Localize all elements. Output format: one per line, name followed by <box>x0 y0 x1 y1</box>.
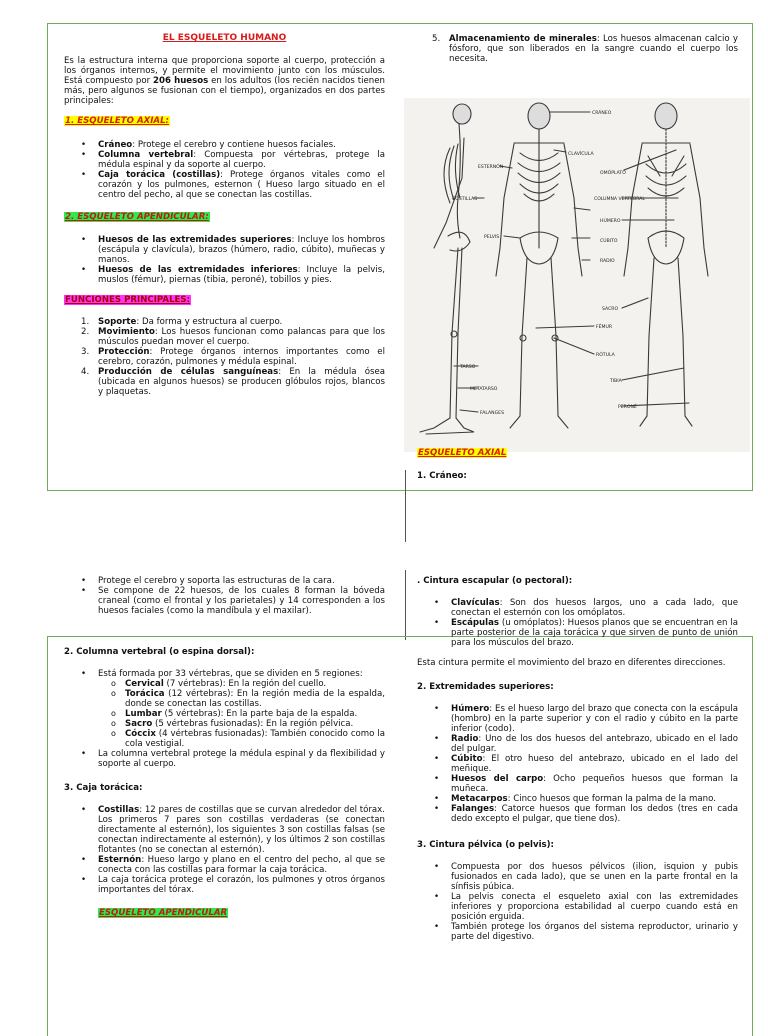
axial-heading: 1. ESQUELETO AXIAL: <box>65 116 169 126</box>
list-item: • Radio: Uno de los dos huesos del antebrazo, ubicado en el lado del pulgar. <box>451 734 738 754</box>
list-item: • Compuesta por dos huesos pélvicos (ilion, isquion y pubis fusionados en cada lado), que se unen en la parte frontal en la sínfisis púbica. <box>451 862 738 892</box>
list-item: o Cervical (7 vértebras): En la región del cuello. <box>125 679 385 689</box>
figure-label: ESTERNÓN <box>478 165 504 170</box>
figure-label: SACRO <box>602 307 619 312</box>
list-item: • Está formada por 33 vértebras, que se dividen en 5 regiones: o Cervical (7 vértebras): En la región del cuello. o Torácica (12 vértebras): En la región media de la espalda, donde se conectan las costillas. o Lumbar (5 vértebras): En la parte baja de la espalda. o Sacro (5 vértebras fusionadas): En la región pélvica. o Cóccix (4 vértebras fusionadas): También conocido como la cola vestigial. <box>98 669 385 749</box>
top-left-column <box>64 33 385 397</box>
list-item: 3. Protección: Protege órganos internos importantes como el cerebro, corazón, pulmones y médula espinal. <box>81 347 385 367</box>
craneo-list <box>64 576 385 616</box>
list-item: • Huesos de las extremidades inferiores: Incluye la pelvis, muslos (fémur), piernas (tibia, peroné), tobillos y pies. <box>98 265 385 285</box>
list-item: • Huesos del carpo: Ocho pequeños huesos que forman la muñeca. <box>451 774 738 794</box>
list-item: 2. Movimiento: Los huesos funcionan como palancas para que los músculos puedan mover el cuerpo. <box>81 327 385 347</box>
apendicular-heading-bottom: ESQUELETO APENDICULAR <box>99 908 228 918</box>
list-item: • Esternón: Hueso largo y plano en el centro del pecho, al que se conecta con las costillas para formar la caja torácica. <box>98 855 385 875</box>
page-title: EL ESQUELETO HUMANO <box>162 33 287 43</box>
figure-label: TIBIA <box>610 379 622 384</box>
figure-label: OMÓPLATO <box>600 171 626 176</box>
list-item: 4. Producción de células sanguíneas: En la médula ósea (ubicada en algunos huesos) se producen glóbulos rojos, blancos y plaquetas. <box>81 367 385 397</box>
list-item: o Cóccix (4 vértebras fusionadas): También conocido como la cola vestigial. <box>125 729 385 749</box>
list-item: • Cráneo: Protege el cerebro y contiene huesos faciales. <box>98 140 385 150</box>
figure-label: METATARSO <box>470 387 498 392</box>
figure-label: RADIO <box>600 259 615 264</box>
intro-paragraph: Es la estructura interna que proporciona soporte al cuerpo, protección a los órganos internos, y permite el movimiento junto con los músculos. Está compuesto por 206 huesos en los adultos (los recién nacidos tienen más, pero algunos se fusionan con el tiempo), organizados en dos partes principales: <box>64 56 385 106</box>
apendicular-list <box>64 235 385 285</box>
list-item: • Costillas: 12 pares de costillas que se curvan alrededor del tórax. Los primeros 7 pares son costillas verdaderas (se conectan directamente al esternón), los siguientes 3 son costillas falsas (se conectan indirectamente al esternón), y los últimos 2 son costillas flotantes (no se conectan al esternón). <box>98 805 385 855</box>
figure-label: COLUMNA VERTEBRAL <box>594 197 645 202</box>
center-divider-bottom <box>405 570 406 640</box>
list-item: 5. Almacenamiento de minerales: Los huesos almacenan calcio y fósforo, que son liberados en la sangre cuando el cuerpo los necesita. <box>432 34 738 64</box>
list-item: • Cúbito: El otro hueso del antebrazo, ubicado en el lado del meñique. <box>451 754 738 774</box>
funciones-heading: FUNCIONES PRINCIPALES: <box>65 295 191 305</box>
top-right-item-5 <box>432 34 738 64</box>
caja-heading: 3. Caja torácica: <box>64 783 143 793</box>
figure-label: PELVIS <box>484 235 500 240</box>
figure-label: CLAVÍCULA <box>568 152 594 157</box>
axial-heading-repeat: ESQUELETO AXIAL <box>418 448 507 458</box>
figure-label: RÓTULA <box>596 353 615 358</box>
extremidades-heading: 2. Extremidades superiores: <box>417 682 554 692</box>
cintura-list <box>417 598 738 648</box>
list-item: • Clavículas: Son dos huesos largos, uno a cada lado, que conectan el esternón con los omóplatos. <box>451 598 738 618</box>
list-item: o Torácica (12 vértebras): En la región media de la espalda, donde se conectan las costillas. <box>125 689 385 709</box>
list-item: • La columna vertebral protege la médula espinal y da flexibilidad y soporte al cuerpo. <box>98 749 385 769</box>
figure-label: FÉMUR <box>596 325 613 330</box>
list-item: • Se compone de 22 huesos, de los cuales 8 forman la bóveda craneal (como el frontal y los parietales) y 14 corresponden a los huesos faciales (como la mandíbula y el maxilar). <box>98 586 385 616</box>
skeleton-illustration <box>404 98 750 452</box>
funciones-list <box>64 317 385 397</box>
list-item: • Huesos de las extremidades superiores: Incluye los hombros (escápula y clavícula), brazos (húmero, radio, cúbito), muñecas y manos. <box>98 235 385 265</box>
list-item: • También protege los órganos del sistema reproductor, urinario y parte del digestivo. <box>451 922 738 942</box>
list-item: o Sacro (5 vértebras fusionadas): En la región pélvica. <box>125 719 385 729</box>
cintura-escapular-heading: . Cintura escapular (o pectoral): <box>417 576 573 586</box>
list-item: 1. Soporte: Da forma y estructura al cuerpo. <box>81 317 283 327</box>
extremidades-list <box>417 704 738 824</box>
list-item: • Protege el cerebro y soporta las estructuras de la cara. <box>98 576 385 586</box>
figure-label: CÚBITO <box>600 239 618 244</box>
pelvis-list <box>417 862 738 942</box>
list-item: • Escápulas (u omóplatos): Huesos planos que se encuentran en la parte posterior de la caja torácica y que sirven de punto de unión para los músculos del brazo. <box>451 618 738 648</box>
cintura-outro: Esta cintura permite el movimiento del brazo en diferentes direcciones. <box>417 658 726 668</box>
apendicular-heading: 2. ESQUELETO APENDICULAR: <box>65 212 209 222</box>
figure-label: PERONÉ <box>618 405 637 410</box>
list-item: o Lumbar (5 vértebras): En la parte baja de la espalda. <box>125 709 385 719</box>
regiones-list <box>98 679 385 749</box>
list-item: • Columna vertebral: Compuesta por vértebras, protege la médula espinal y da soporte al cuerpo. <box>98 150 385 170</box>
lateral-skeleton <box>420 104 474 434</box>
columna-heading: 2. Columna vertebral (o espina dorsal): <box>64 647 255 657</box>
list-item: • Metacarpos: Cinco huesos que forman la palma de la mano. <box>451 794 738 804</box>
craneo-list-wrap <box>64 576 385 616</box>
figure-label: HÚMERO <box>600 219 621 224</box>
list-item: • Caja torácica (costillas): Protege órganos vitales como el corazón y los pulmones, esternon ( Hueso largo situado en el centro del pecho, al que se conectan las costillas. <box>98 170 385 200</box>
columna-list <box>64 669 385 769</box>
list-item: • La caja torácica protege el corazón, los pulmones y otros órganos importantes del tórax. <box>98 875 385 895</box>
list-item: • Falanges: Catorce huesos que forman los dedos (tres en cada dedo excepto el pulgar, que tiene dos). <box>451 804 738 824</box>
center-divider-top <box>405 470 406 542</box>
axial-heading-repeat-wrap <box>417 448 507 458</box>
caja-list <box>64 805 385 895</box>
list-item: • La pelvis conecta el esqueleto axial con las extremidades inferiores y proporciona estabilidad al cuerpo cuando está en posición erguida. <box>451 892 738 922</box>
pelvis-heading: 3. Cintura pélvica (o pelvis): <box>417 840 554 850</box>
bottom-left-column <box>64 647 385 918</box>
skeleton-figure <box>404 98 750 452</box>
axial-list <box>64 140 385 200</box>
figure-label: FALANGES <box>480 411 504 416</box>
list-item: • Húmero: Es el hueso largo del brazo que conecta con la escápula (hombro) en la parte superior y con el radio y cúbito en la parte inferior (codo). <box>451 704 738 734</box>
bottom-right-column <box>417 576 738 942</box>
figure-label: COSTILLAS <box>452 197 478 202</box>
craneo-heading: 1. Cráneo: <box>417 471 467 481</box>
figure-label: TARSO <box>460 365 476 370</box>
figure-label: CRÁNEO <box>592 111 612 116</box>
